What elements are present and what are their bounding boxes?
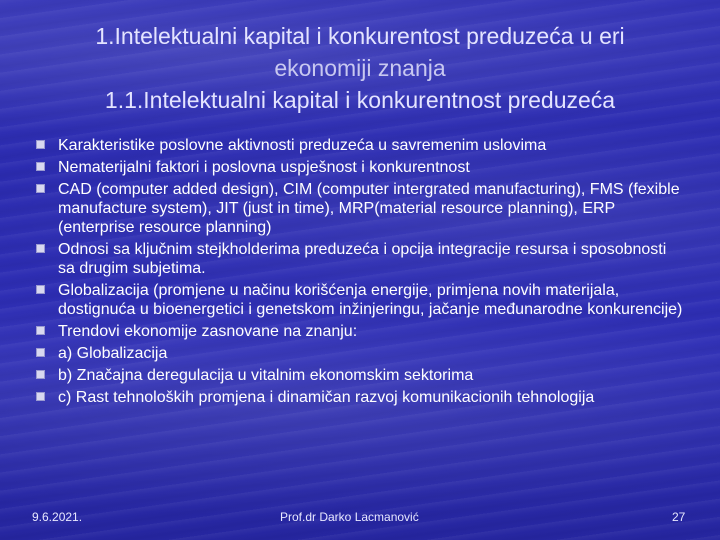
bullet-item bbox=[36, 158, 686, 177]
title-line-2: ekonomiji znanja bbox=[274, 55, 446, 81]
bullet-text: b) Značajna deregulacija u vitalnim ekonomskim sektorima bbox=[58, 367, 474, 384]
bullet-item bbox=[36, 281, 686, 319]
bullet-item bbox=[36, 322, 686, 341]
bullet-item bbox=[36, 180, 686, 237]
bullet-item bbox=[36, 388, 686, 407]
slide-title bbox=[20, 20, 700, 116]
bullet-item bbox=[36, 240, 686, 278]
square-bullet-icon bbox=[36, 184, 45, 193]
square-bullet-icon bbox=[36, 140, 45, 149]
bullet-text: CAD (computer added design), CIM (computer intergrated manufacturing), FMS (fexible manufacture system), JIT (just in time), MRP(material resource planning), ERP (enterprise resource planning) bbox=[58, 181, 680, 236]
square-bullet-icon bbox=[36, 285, 45, 294]
square-bullet-icon bbox=[36, 162, 45, 171]
bullet-text: Nematerijalni faktori i poslovna uspješnost i konkurentnost bbox=[58, 159, 470, 176]
bullet-text: Trendovi ekonomije zasnovane na znanju: bbox=[58, 323, 358, 340]
footer-date: 9.6.2021. bbox=[32, 510, 83, 524]
bullet-text: Odnosi sa ključnim stejkholderima preduzeća i opcija integracije resursa i sposobnosti sa drugim subjetima. bbox=[58, 241, 667, 277]
square-bullet-icon bbox=[36, 326, 45, 335]
footer-page-number: 27 bbox=[672, 510, 686, 524]
bullet-list bbox=[36, 136, 686, 410]
square-bullet-icon bbox=[36, 244, 45, 253]
square-bullet-icon bbox=[36, 392, 45, 401]
footer-author: Prof.dr Darko Lacmanović bbox=[280, 510, 419, 524]
bullet-item bbox=[36, 366, 686, 385]
title-line-3: 1.1.Intelektualni kapital i konkurentnost preduzeća bbox=[104, 87, 616, 113]
bullet-text: Karakteristike poslovne aktivnosti preduzeća u savremenim uslovima bbox=[58, 137, 547, 154]
bullet-text: c) Rast tehnoloških promjena i dinamičan razvoj komunikacionih tehnologija bbox=[58, 389, 595, 406]
square-bullet-icon bbox=[36, 348, 45, 357]
bullet-text: Globalizacija (promjene u načinu korišćenja energije, primjena novih materijala, dostignuća u bioenergetici i genetskom inžinjeringu, jačanje međunarodne konkurencije) bbox=[58, 282, 683, 318]
bullet-item bbox=[36, 344, 686, 363]
square-bullet-icon bbox=[36, 370, 45, 379]
title-line-1: 1.Intelektualni kapital i konkurentost preduzeća u eri bbox=[95, 23, 625, 49]
bullet-text: a) Globalizacija bbox=[58, 345, 168, 362]
bullet-item bbox=[36, 136, 686, 155]
